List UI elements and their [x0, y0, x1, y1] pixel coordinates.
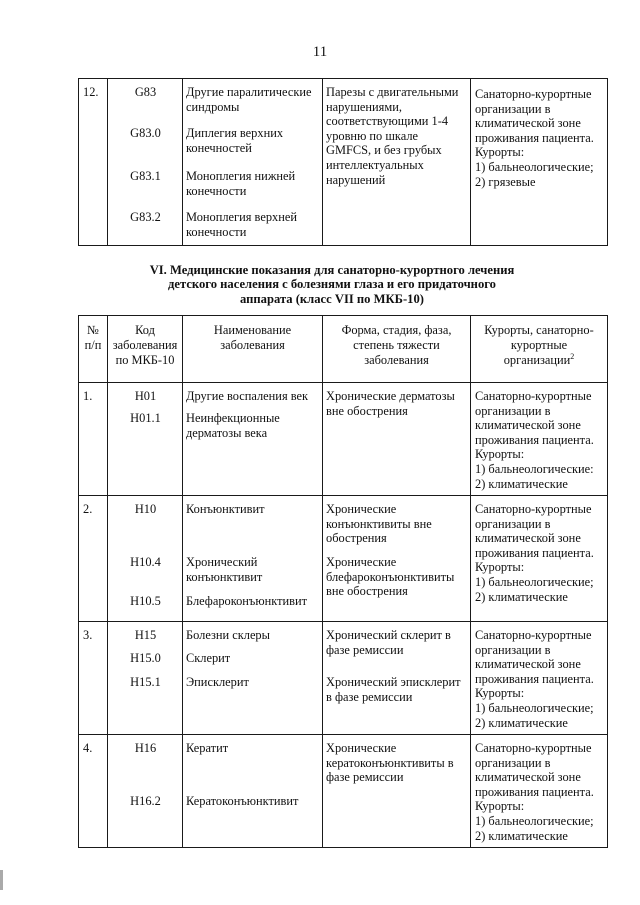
form-cell [323, 622, 471, 735]
disease-name: Диплегия верхних конечностей [186, 126, 284, 155]
disease-name: Болезни склеры [186, 628, 270, 642]
code-cell [108, 79, 183, 246]
icd-code: H01.1 [130, 411, 161, 425]
disease-name: Хронический конъюнктивит [186, 555, 263, 584]
icd-code: G83 [134, 85, 157, 99]
code-cell [108, 735, 183, 848]
table-row [79, 79, 608, 246]
row-number: 12. [83, 85, 99, 99]
disease-name: Склерит [186, 651, 231, 665]
disease-name-cell [183, 383, 323, 496]
resorts-text: Санаторно-курортные организации в климатической зоне проживания пациента. Курорты: 1) бальнеологические; 2) грязевые [475, 87, 594, 189]
form-cell [323, 735, 471, 848]
table-row [79, 622, 608, 735]
icd-code: H16 [134, 741, 157, 755]
section-title: VI. Медицинские показания для санаторно-курортного лечения детского населения с болезнями глаза и его придаточного аппарата (класс VII по МКБ-10) [149, 263, 515, 306]
form-cell [323, 79, 471, 246]
header-resorts: Курорты, санаторно- курортные организации$^2$ [471, 316, 608, 383]
resorts-text: Санаторно-курортные организации в климатической зоне проживания пациента. Курорты: 1) бальнеологические; 2) климатические [475, 628, 594, 730]
header-num: № п/п [79, 316, 108, 383]
disease-name: Моноплегия верхней конечности [186, 210, 297, 239]
disease-name: Кератит [186, 741, 229, 755]
icd-code: H15 [134, 628, 157, 642]
icd-code: H15.1 [130, 675, 161, 689]
header-name: Наименование заболевания [183, 316, 323, 383]
header-row [79, 316, 608, 383]
disease-name-cell [183, 622, 323, 735]
header-code: Код заболевания по МКБ-10 [108, 316, 183, 383]
code-cell [108, 622, 183, 735]
table-row [79, 735, 608, 848]
row-number: 1. [83, 389, 93, 403]
form-text: Хронические конъюнктивиты вне обострения [326, 502, 432, 546]
row-number: 3. [83, 628, 93, 642]
code-cell [108, 383, 183, 496]
row-number-cell [79, 735, 108, 848]
icd-code: G83.1 [130, 169, 161, 183]
resorts-cell [471, 383, 608, 496]
disease-name-cell [183, 735, 323, 848]
disease-name-cell [183, 79, 323, 246]
row-number: 4. [83, 741, 93, 755]
disease-name: Эписклерит [186, 675, 249, 689]
icd-code: G83.0 [130, 126, 161, 140]
code-cell [108, 496, 183, 622]
form-text: Хронические кератоконъюнктивиты в фазе ремиссии [326, 741, 454, 785]
icd-code: H01 [134, 389, 157, 403]
scan-edge-mark [0, 870, 3, 890]
icd-code: G83.2 [130, 210, 161, 224]
form-text: Хронический эписклерит в фазе ремиссии [326, 675, 461, 704]
icd-code: H15.0 [130, 651, 161, 665]
icd-code: H10 [134, 502, 157, 516]
disease-name: Конъюнктивит [186, 502, 265, 516]
resorts-text: Санаторно-курортные организации в климатической зоне проживания пациента. Курорты: 1) бальнеологические; 2) климатические [475, 741, 594, 843]
row-number-cell [79, 383, 108, 496]
icd-code: H10.4 [130, 555, 161, 569]
form-text: Хронические блефароконъюнктивиты вне обострения [326, 555, 455, 599]
resorts-text: Санаторно-курортные организации в климатической зоне проживания пациента. Курорты: 1) бальнеологические: 2) климатические [475, 389, 594, 491]
form-text: Хронические дерматозы вне обострения [326, 389, 455, 418]
icd-code: H10.5 [130, 594, 161, 608]
row-number-cell [79, 79, 108, 246]
form-cell [323, 496, 471, 622]
disease-name: Неинфекционные дерматозы века [186, 411, 280, 440]
top-table [78, 78, 608, 246]
main-table [78, 315, 608, 848]
disease-name: Блефароконъюнктивит [186, 594, 308, 608]
row-number: 2. [83, 502, 93, 516]
resorts-cell [471, 735, 608, 848]
table-row [79, 496, 608, 622]
page-number: 11 [312, 44, 328, 60]
disease-name: Моноплегия нижней конечности [186, 169, 296, 198]
resorts-text: Санаторно-курортные организации в климатической зоне проживания пациента. Курорты: 1) бальнеологические; 2) климатические [475, 502, 594, 604]
header-form: Форма, стадия, фаза, степень тяжести заболевания [323, 316, 471, 383]
table-row [79, 383, 608, 496]
form-cell [323, 383, 471, 496]
form-text: Парезы с двигательными нарушениями, соответствующими 1-4 уровню по шкале GMFCS, и без грубых интеллектуальных нарушений [326, 85, 459, 187]
resorts-cell [471, 496, 608, 622]
row-number-cell [79, 496, 108, 622]
row-number-cell [79, 622, 108, 735]
resorts-cell [471, 622, 608, 735]
form-text: Хронический склерит в фазе ремиссии [326, 628, 451, 657]
icd-code: H16.2 [130, 794, 161, 808]
disease-name: Кератоконъюнктивит [186, 794, 299, 808]
disease-name-cell [183, 496, 323, 622]
disease-name: Другие паралитические синдромы [186, 85, 312, 114]
disease-name: Другие воспаления век [186, 389, 309, 403]
resorts-cell [471, 79, 608, 246]
